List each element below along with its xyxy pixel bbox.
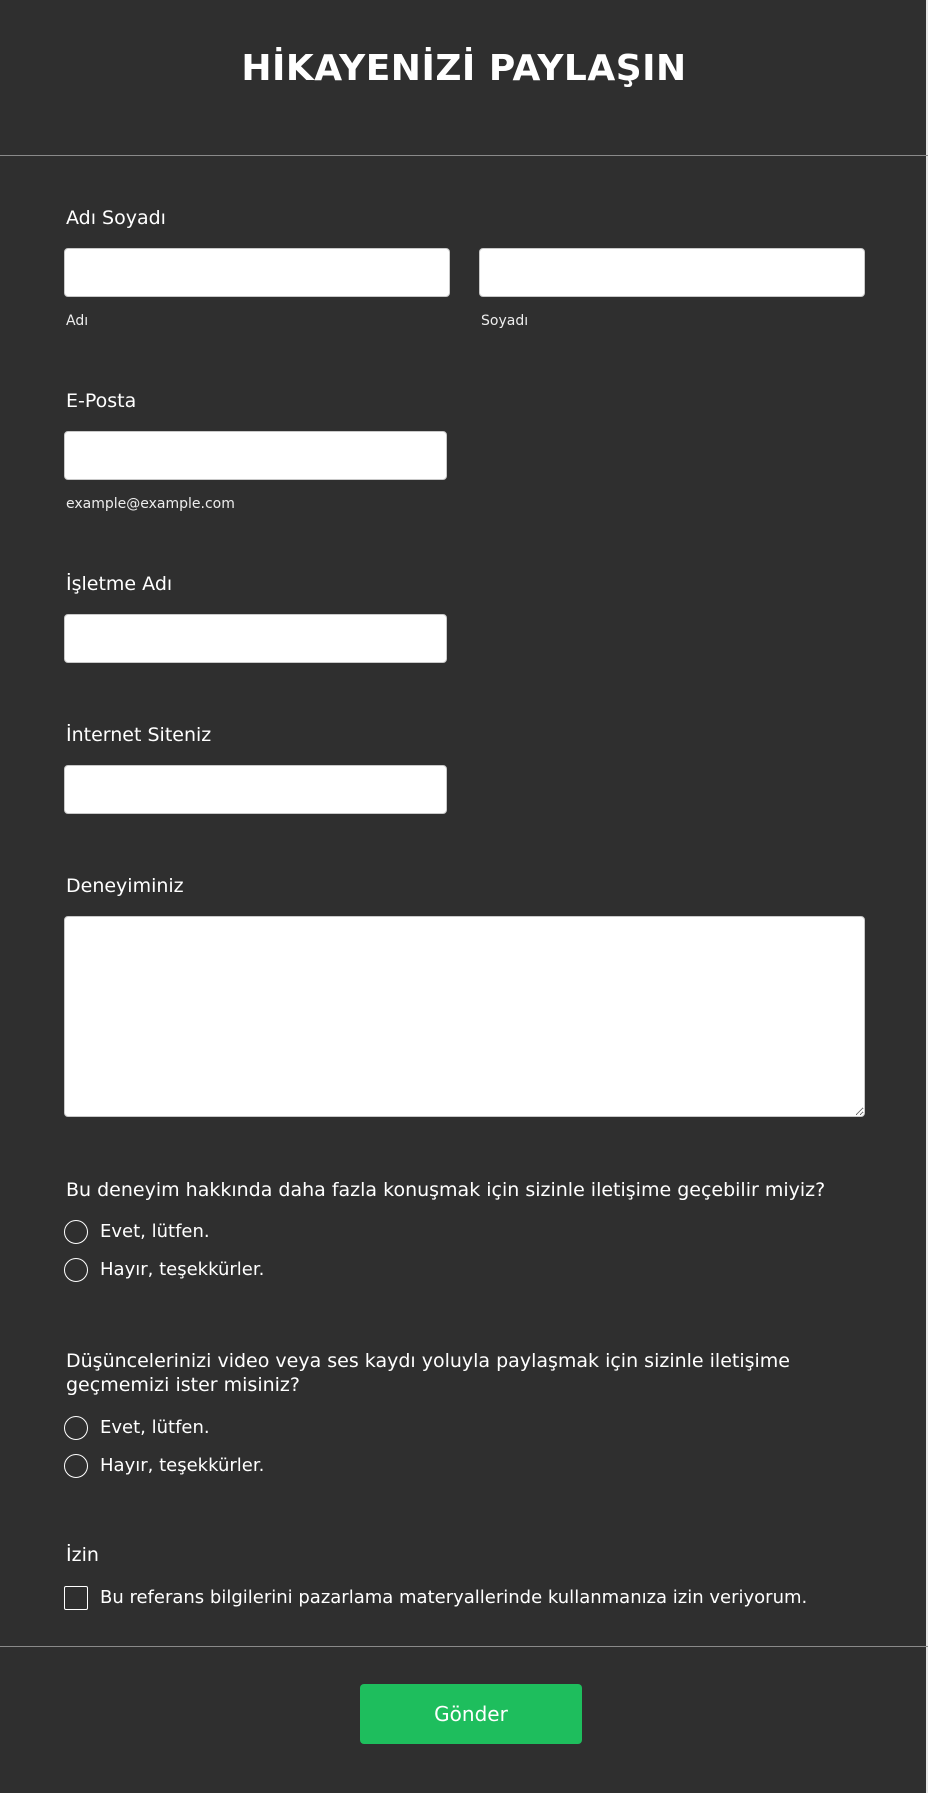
first-name-sublabel: Adı [66,313,89,329]
header-divider [0,155,928,156]
consent-label: İzin [66,1544,99,1566]
contact-no-label[interactable]: Hayır, teşekkürler. [100,1259,265,1280]
email-sublabel: example@example.com [66,496,235,512]
experience-textarea[interactable] [64,916,865,1117]
video-question: Düşüncelerinizi video veya ses kaydı yoluyla paylaşmak için sizinle iletişime geçmemizi ister misiniz? [66,1350,790,1396]
business-name-input[interactable] [64,614,447,663]
consent-checkbox[interactable] [64,1586,88,1610]
consent-text[interactable]: Bu referans bilgilerini pazarlama materyallerinde kullanmanıza izin veriyorum. [100,1587,808,1608]
footer-divider [0,1646,928,1647]
last-name-input[interactable] [479,248,865,297]
video-no-radio[interactable] [64,1454,88,1478]
last-name-sublabel: Soyadı [481,313,529,329]
email-label: E-Posta [66,390,137,412]
email-input[interactable] [64,431,447,480]
video-no-label[interactable]: Hayır, teşekkürler. [100,1455,265,1476]
form-title: HİKAYENİZİ PAYLAŞIN [241,48,687,89]
business-name-label: İşletme Adı [66,573,173,595]
contact-no-radio[interactable] [64,1258,88,1282]
video-yes-radio[interactable] [64,1416,88,1440]
website-label: İnternet Siteniz [66,724,212,746]
submit-button[interactable]: Gönder [360,1684,582,1744]
experience-label: Deneyiminiz [66,875,184,897]
contact-question: Bu deneyim hakkında daha fazla konuşmak için sizinle iletişime geçebilir miyiz? [66,1179,826,1201]
full-name-label: Adı Soyadı [66,207,166,229]
video-yes-label[interactable]: Evet, lütfen. [100,1417,210,1438]
contact-yes-label[interactable]: Evet, lütfen. [100,1221,210,1242]
contact-yes-radio[interactable] [64,1220,88,1244]
website-input[interactable] [64,765,447,814]
first-name-input[interactable] [64,248,450,297]
